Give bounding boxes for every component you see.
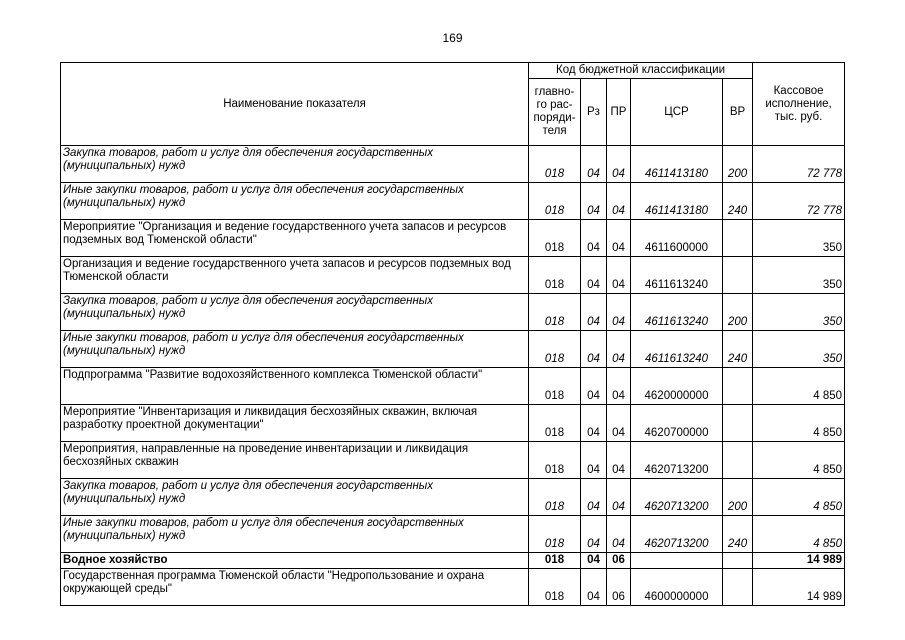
row-pr: 04 (607, 331, 631, 368)
row-pr: 06 (607, 569, 631, 606)
row-pr: 04 (607, 146, 631, 183)
row-pr: 04 (607, 368, 631, 405)
table-row (61, 553, 845, 569)
row-csr: 4600000000 (631, 569, 723, 606)
row-name: Закупка товаров, работ и услуг для обеспечения государственных (муниципальных) нужд (61, 479, 529, 516)
table-row (61, 183, 845, 220)
row-amount: 350 (753, 220, 845, 257)
row-csr: 4611613240 (631, 257, 723, 294)
row-name: Мероприятие "Инвентаризация и ликвидация бесхозяйных скважин, включая разработку проектной документации" (61, 405, 529, 442)
row-amount: 72 778 (753, 146, 845, 183)
row-rz: 04 (581, 368, 607, 405)
row-glavn: 018 (529, 368, 581, 405)
row-glavn: 018 (529, 294, 581, 331)
row-pr: 04 (607, 479, 631, 516)
table-row (61, 479, 845, 516)
table-row (61, 516, 845, 553)
row-name: Организация и ведение государственного учета запасов и ресурсов подземных вод Тюменской области (61, 257, 529, 294)
row-amount: 14 989 (753, 569, 845, 606)
row-name: Иные закупки товаров, работ и услуг для обеспечения государственных (муниципальных) нужд (61, 516, 529, 553)
row-csr: 4611613240 (631, 331, 723, 368)
row-pr: 06 (607, 553, 631, 569)
row-amount: 4 850 (753, 368, 845, 405)
table-row (61, 257, 845, 294)
row-vr: 200 (723, 146, 753, 183)
row-amount: 350 (753, 331, 845, 368)
row-csr: 4620700000 (631, 405, 723, 442)
row-rz: 04 (581, 146, 607, 183)
row-name: Мероприятия, направленные на проведение инвентаризации и ликвидация бесхозяйных скважин (61, 442, 529, 479)
row-csr: 4611413180 (631, 146, 723, 183)
row-vr (723, 442, 753, 479)
row-vr: 240 (723, 331, 753, 368)
row-rz: 04 (581, 257, 607, 294)
table-row (61, 146, 845, 183)
row-amount: 72 778 (753, 183, 845, 220)
row-rz: 04 (581, 479, 607, 516)
row-rz: 04 (581, 220, 607, 257)
row-rz: 04 (581, 405, 607, 442)
row-pr: 04 (607, 294, 631, 331)
row-glavn: 018 (529, 569, 581, 606)
row-vr (723, 553, 753, 569)
row-name: Иные закупки товаров, работ и услуг для обеспечения государственных (муниципальных) нужд (61, 183, 529, 220)
row-pr: 04 (607, 516, 631, 553)
table-header (61, 63, 845, 146)
row-vr (723, 220, 753, 257)
row-vr (723, 257, 753, 294)
row-glavn: 018 (529, 553, 581, 569)
table-row (61, 294, 845, 331)
row-pr: 04 (607, 442, 631, 479)
row-name: Государственная программа Тюменской области "Недропользование и охрана окружающей среды" (61, 569, 529, 606)
table-row (61, 442, 845, 479)
row-csr: 4611600000 (631, 220, 723, 257)
row-glavn: 018 (529, 516, 581, 553)
row-rz: 04 (581, 516, 607, 553)
row-pr: 04 (607, 257, 631, 294)
row-csr: 4620713200 (631, 442, 723, 479)
table-row (61, 368, 845, 405)
table-row (61, 405, 845, 442)
row-vr: 240 (723, 516, 753, 553)
row-glavn: 018 (529, 183, 581, 220)
row-pr: 04 (607, 220, 631, 257)
row-rz: 04 (581, 331, 607, 368)
row-rz: 04 (581, 294, 607, 331)
row-glavn: 018 (529, 442, 581, 479)
row-vr (723, 368, 753, 405)
row-amount: 350 (753, 294, 845, 331)
row-glavn: 018 (529, 220, 581, 257)
header-csr: ЦСР (631, 79, 723, 146)
row-amount: 14 989 (753, 553, 845, 569)
row-name: Мероприятие "Организация и ведение государственного учета запасов и ресурсов подземных вод Тюменской области" (61, 220, 529, 257)
row-vr (723, 569, 753, 606)
table-row (61, 331, 845, 368)
row-vr (723, 405, 753, 442)
row-name: Подпрограмма "Развитие водохозяйственного комплекса Тюменской области" (61, 368, 529, 405)
header-rz: Рз (581, 79, 607, 146)
row-amount: 4 850 (753, 516, 845, 553)
row-csr: 4620000000 (631, 368, 723, 405)
row-vr: 240 (723, 183, 753, 220)
row-rz: 04 (581, 553, 607, 569)
table-body (61, 146, 845, 606)
table-row (61, 569, 845, 606)
row-name: Закупка товаров, работ и услуг для обеспечения государственных (муниципальных) нужд (61, 294, 529, 331)
row-name: Водное хозяйство (61, 553, 529, 569)
header-name: Наименование показателя (61, 63, 529, 146)
row-pr: 04 (607, 183, 631, 220)
row-vr: 200 (723, 479, 753, 516)
row-amount: 4 850 (753, 442, 845, 479)
row-amount: 4 850 (753, 479, 845, 516)
header-pr: ПР (607, 79, 631, 146)
row-glavn: 018 (529, 479, 581, 516)
row-csr: 4620713200 (631, 516, 723, 553)
row-name: Иные закупки товаров, работ и услуг для обеспечения государственных (муниципальных) нужд (61, 331, 529, 368)
header-budget-code: Код бюджетной классификации (529, 63, 753, 79)
row-csr: 4611613240 (631, 294, 723, 331)
row-rz: 04 (581, 569, 607, 606)
header-vr: ВР (723, 79, 753, 146)
row-vr: 200 (723, 294, 753, 331)
row-name: Закупка товаров, работ и услуг для обеспечения государственных (муниципальных) нужд (61, 146, 529, 183)
row-csr: 4611413180 (631, 183, 723, 220)
row-amount: 350 (753, 257, 845, 294)
row-csr (631, 553, 723, 569)
table-row (61, 220, 845, 257)
row-glavn: 018 (529, 257, 581, 294)
header-glavn: главно- го рас- поряди- теля (529, 79, 581, 146)
row-glavn: 018 (529, 405, 581, 442)
row-amount: 4 850 (753, 405, 845, 442)
row-rz: 04 (581, 183, 607, 220)
row-glavn: 018 (529, 331, 581, 368)
budget-table (60, 62, 845, 606)
row-rz: 04 (581, 442, 607, 479)
row-glavn: 018 (529, 146, 581, 183)
row-pr: 04 (607, 405, 631, 442)
row-csr: 4620713200 (631, 479, 723, 516)
page-number: 169 (442, 31, 463, 45)
header-amount: Кассовое исполнение, тыс. руб. (753, 63, 845, 146)
